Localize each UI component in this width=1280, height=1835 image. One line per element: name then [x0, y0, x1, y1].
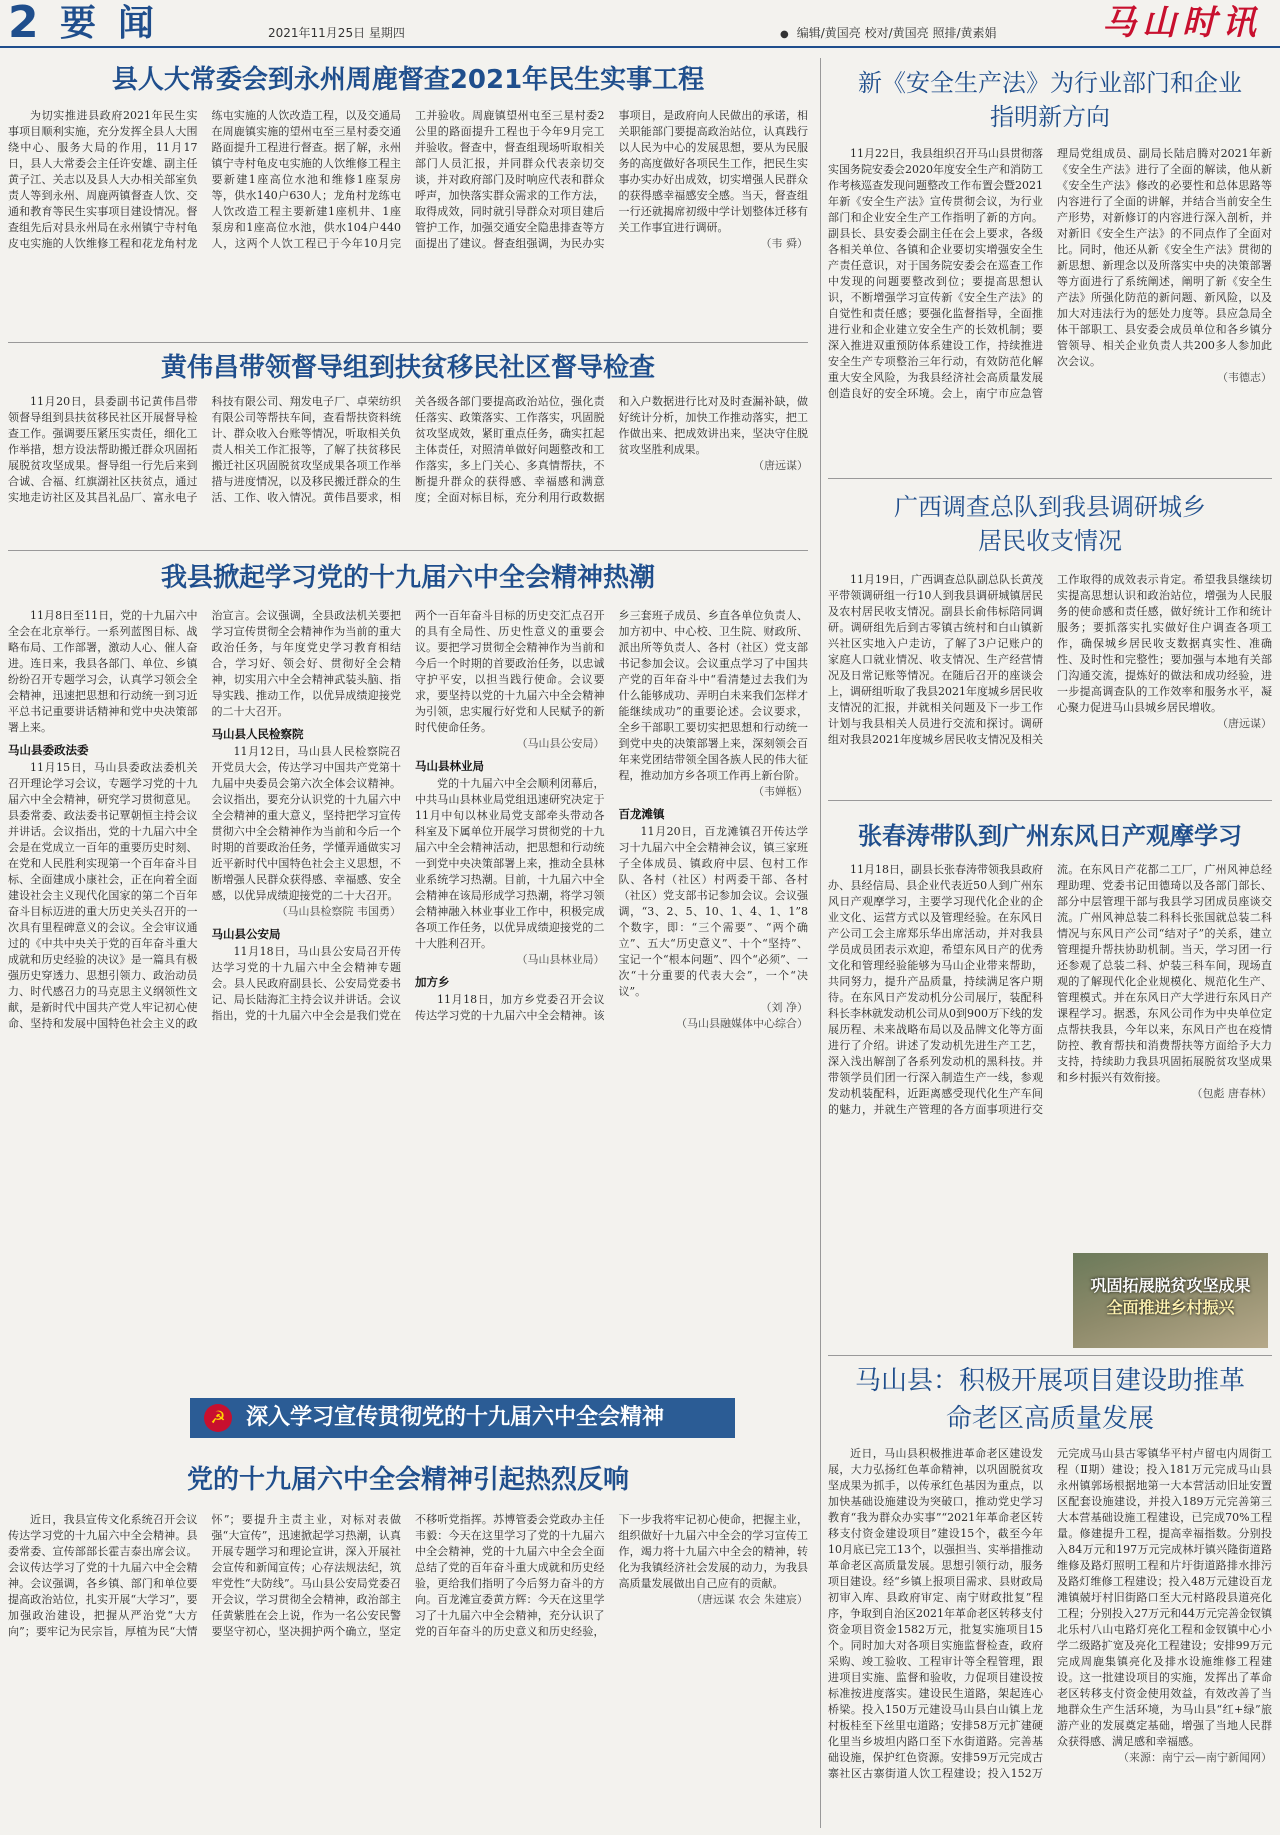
photo-caption — [1073, 1275, 1268, 1319]
section-divider — [828, 478, 1272, 479]
article-headline: 我县掀起学习党的十九届六中全会精神热潮 — [160, 563, 655, 593]
subsection-title: 马山县委政法委 — [8, 743, 89, 757]
subsection-byline: （韦婵柩） — [753, 785, 808, 798]
article-byline: （韦 舜） — [760, 237, 808, 250]
page-number: 2 — [8, 0, 39, 48]
article-byline: （马山县融媒体中心综合） — [676, 1017, 808, 1030]
subsection-byline: （马山县公安局） — [516, 737, 605, 750]
article-headline: 张春涛带队到广州东风日产观摩学习 — [858, 822, 1242, 850]
subsection-text: 11月12日，马山县人民检察院召开党员大会，传达学习中国共产党第十九届中央委员会第六次全体会议精神。会议指出，要充分认识党的十九届六中全会精神的重大意义，坚持把学习宣传贯彻六中全会精神作为当前和今后一个时期的首要政治任务，学懂弄通做实习近平新时代中国特色社会主义思想，不断增强人民群众获得感、幸福感、安全感，以优异成绩迎接党的二十大召开。 — [211, 745, 401, 902]
campaign-photo — [1073, 1253, 1268, 1348]
subsection-byline: （马山县检察院 韦国勇） — [276, 905, 401, 918]
article-text: 为切实推进县政府2021年民生实事项目顺利实施，充分发挥全县人大围绕中心、服务大局的作用，11月17日，县人大常委会主任许安雄、副主任黄子江、关志以及县人大办相关部室负责人等到永州、周鹿两镇督查人饮、交通和教育等民生实事项目建设情况。督查组先后对县永州局在永州镇宁寺村龟皮屯实施的人饮维修工程和花龙角村龙练屯实施的人饮改造工程，以及交通局在周鹿镇实施的望州屯至三星村委交通路面提升工程进行督查。据了解，永州镇宁寺村龟皮屯实施的人饮维修工程主要新建1座高位水池和维修1座泵房等，供水140户630人；龙角村龙练屯人饮改造工程主要新建1座机井、1座泵房和1座高位水池，供水104户440人，这两个人饮工程已于今年10月完工并验收。周鹿镇望州屯至三星村委2公里的路面提升工程也于今年9月完工并验收。督查中，督查组现场听取相关部门人员汇报，并同群众代表亲切交谈，并对政府部门及时响应代表和群众呼声，加快落实群众需求的工作方法，取得成效，同时就引导群众对项目建后管护工作，加强交通安全隐患排查等方面提出了建议。督查组强调，为民办实事项目，是政府向人民做出的承诺，相关职能部门要提高政治站位，认真践行以人民为中心的发展思想，要从为民服务的高度做好各项民生工作，把民生实事办实办好出成效，切实增强人民群众的获得感幸福感安全感。当天，督查组一行还就揭席初级中学计划整体迁移有关工作事宜进行调研。 — [8, 109, 808, 250]
subsection-byline: （刘 净） — [760, 1001, 808, 1014]
article-headline: 县人大常委会到永州周鹿督查2021年民生实事工程 — [111, 65, 705, 95]
section-divider — [828, 800, 1272, 801]
section-divider — [8, 342, 808, 343]
article-headline: 广西调查总队到我县调研城乡居民收支情况 — [894, 493, 1206, 555]
subsection-title: 马山县公安局 — [211, 927, 281, 941]
article-byline: （唐远谋） — [753, 459, 808, 472]
article-body — [828, 1446, 1272, 1826]
article-text: 11月22日，我县组织召开马山县贯彻落实国务院安委会2020年度安全生产和消防工作考核巡查发现问题整改工作布置会暨2021年新《安全生产法》宣传贯彻会议，为行业部门和企业安全生产工作指明了新的方向。副县长、县安委会副主任在会上要求，各级各相关单位、各镇和企业要切实增强安全生产责任意识，对于国务院安委会在巡查工作中发现的问题要整改到位；要提高思想认识，不断增强学习宣传新《安全生产法》的自觉性和责任感；要强化监督指导，全面推进行业和企业建立安全生产的长效机制；要深入推进双重预防体系建设工作，持续推进安全生产专项整治三年行动，有效防范化解重大安全风险，为我县经济社会高质量发展创造良好的安全环境。会上，南宁市应急管理局党组成员、副局长陆启腾对2021年新《安全生产法》进行了全面的解读，他从新《安全生产法》修改的必要性和总体思路等内容进行了全面的讲解，并结合当前安全生产形势，对新修订的内容进行深入剖析，并对新旧《安全生产法》的不同点作了全面对比。同时，他还从新《安全生产法》贯彻的新思想、新理念以及所落实中央的决策部署等方面进行了系统阐述，阐明了新《安全生产法》所强化防范的新问题、新风险，以及加大对违法行为的惩处力度等。县应急局全体干部职工、县安委会成员单位和各乡镇分管领导、相关企业负责人共200多人参加此次会议。 — [828, 147, 1272, 400]
article-safety-law — [828, 62, 1272, 452]
subsection-text: 11月15日，马山县委政法委机关召开理论学习会议，专题学习党的十九届六中全会精神，研究学习贯彻意见。县委常委、政法委书记覃朝恒主持会议并讲话。会议指出，党的十九届六中全会是在党成立一百年的重要历史时刻、在党和人民胜利实现第一个百年奋斗目标、全面建成小康社会，正在向着全面建设社会主义现代化国家的第二个百年奋斗目标迈进的重大历史关头召开的一次具有里程碑意义的会议。全会审议通过的《中共中央关于党的百年奋斗重大成就和历史经验的决议》是一篇具有极强历史穿透力、思想引领力、政治动员力、时代感召力的马克思主义纲领性文献，是新时代中国共产党人牢记初心使命、坚持和发展中国特色社会主义的政治宣言。会议强调，全县政法机关要把学习宣传贯彻全会精神作为当前的重大政治任务，与年度党史学习教育相结合，学习好、领会好、贯彻好全会精神，切实用六中全会精神武装头脑、指导实践、推动工作，以优异成绩迎接党的二十大召开。 — [8, 609, 401, 1030]
photo-caption-line2: 全面推进乡村振兴 — [1106, 1298, 1235, 1317]
subsection-text: 11月18日，马山县公安局召开传达学习党的十九届六中全会精神专题会。县人民政府副县长、公安局党委书记、局长陆海汇主持会议并讲话。会议指出，党的十九届六中全会是我们党在两个一百年奋斗目标的历史交汇点召开的具有全局性、历史性意义的重要会议。要把学习贯彻全会精神作为当前和今后一个时期的首要政治任务，以忠诚守护平安，以担当践行使命。会议要求，要坚持以党的十九届六中全会精神为引领，忠实履行好党和人民赋予的新时代使命任务。 — [211, 609, 605, 1022]
theme-banner — [190, 1398, 735, 1438]
article-text: 11月18日，副县长张春涛带领我县政府办、县经信局、县企业代表近50人到广州东风日产观摩学习，主要学习现代化企业的企业文化、运营方式以及管理经验。在东风日产公司工会主席郑乐华出席活动，并对我县学员成员团表示欢迎，希望东风日产的优秀文化和管理经验能够为马山企业带来帮助，共同努力，提升产品质量，持续满足客户期待。在东风日产发动机分公司展厅，装配科科长李林就发动机公司从0到900万下线的发展历程、未来战略布局以及品牌文化等方面进行了介绍。讲述了发动机先进生产工艺，深入浅出解剖了各系列发动机的黑科技。并带领学员们团一行深入制造生产一线，参观发动机装配科，近距离感受现代化生产车间的魅力，并就生产管理的各方面事项进行交流。在东风日产花都二工厂，广州风神总经理助理、党委书记田德琦以及各部门部长、部分中层管理干部与我县学习团成员座谈交流。广州风神总装二科科长张国就总装二科情况与东风日产公司“结对子”的关系，建立管理提升帮扶协助机制。当天，学习团一行还参观了总装二科、炉装三科车间，现场直观的了解现代化企业规模化、规范化生产、管理模式。并在东风日产大学进行东风日产课程学习。据悉，东风公司作为中央单位定点帮扶我县，今年以来，东风日产也在疫情防控、教育帮扶和消费帮扶等方面给予大力支持，持续助力我县巩固拓展脱贫攻坚成果和乡村振兴有效衔接。 — [828, 863, 1272, 1116]
photo-caption-line1: 巩固拓展脱贫攻坚成果 — [1090, 1276, 1251, 1295]
subsection-title: 马山县人民检察院 — [211, 727, 304, 741]
article-intro: 11月8日至11日，党的十九届六中全会在北京举行。一系列蓝图目标、战略布局、工作部署，激动人心、催人奋进。连日来，我县各部门、单位、乡镇纷纷召开专题学习会，认真学习领会全会精神，迅速把思想和行动统一到习近平总书记重要讲话精神和党中央决策部署上来。 — [8, 609, 198, 734]
article-byline: （唐远谋） — [1217, 717, 1272, 730]
column-divider — [820, 58, 821, 1828]
article-headline: 党的十九届六中全会精神引起热烈反响 — [186, 1465, 629, 1495]
section-title: 要闻 — [60, 3, 177, 44]
article-body — [828, 146, 1272, 446]
subsection-text: 党的十九届六中全会顺利闭幕后，中共马山县林业局党组迅速研究决定于11月中旬以林业局党支部牵头带动各科室及下属单位开展学习贯彻党的十九届六中全会精神活动，把思想和行动统一到党中央决策部署上来，推动全县林业系统学习热潮。目前，十九届六中全会精神在该局形成学习热潮，将学习领会精神融入林业事业工作中，积极完成各项工作任务，以优异成绩迎接党的二十大胜利召开。 — [415, 777, 605, 950]
subsection-byline: （马山县林业局） — [516, 953, 605, 966]
newspaper-logo: 马山时讯 — [1102, 3, 1262, 43]
article-headline: 马山县：积极开展项目建设助推革命老区高质量发展 — [854, 1366, 1245, 1434]
article-study-plenary — [8, 558, 808, 1393]
article-byline: （包彪 唐春林） — [1191, 1087, 1272, 1100]
article-byline: （唐远谋 农会 朱建宸） — [691, 1593, 808, 1606]
article-income-survey — [828, 490, 1272, 770]
article-byline: （韦德志） — [1217, 371, 1272, 384]
article-text: 近日，我县宣传文化系统召开会议传达学习党的十九届六中全会精神。县委常委、宣传部部长霍吉泰出席会议。会议传达学习了党的十九届六中全会精神。会议强调，各乡镇、部门和单位要提高政治站位，扎实开展“大学习”，要加强政治建设，把握从严治党“大方向”；要牢记为民宗旨，厚植为民“大情怀”；要提升主责主业，对标对表做强“大宣传”，迅速掀起学习热潮，认真开展专题学习和理论宣讲，深入开展社会宣传和新闻宣传；心存法规法纪，筑牢党性“大防线”。马山县公安局党委召开会议，学习贯彻全会精神，政治部主任黄紫胜在会上说，作为一名公安民警要坚守初心，坚决拥护两个确立，坚定不移听党指挥。苏博管委会党政办主任韦毅：今天在这里学习了党的十九届六中全会精神，党的十九届六中全会全面总结了党的百年奋斗重大成就和历史经验，更给我们指明了今后努力奋斗的方向。百龙滩宣委黄方辉：今天在这里学习了十九届六中全会精神，充分认识了党的百年奋斗的历史意义和历史经验，下一步我将牢记初心使命，把握主业，组织做好十九届六中全会的学习宣传工作，竭力将十九届六中全会的精神，转化为我镇经济社会发展的动力，为我县高质量发展做出自己应有的贡献。 — [8, 1513, 808, 1638]
section-divider — [8, 550, 808, 551]
subsection-text: 11月18日，加方乡党委召开会议传达学习党的十九届六中全会精神。该乡三套班子成员、乡直各单位负责人、加方初中、中心校、卫生院、财政所、派出所等负责人、各村（社区）党支部书记参加会议。会议重点学习了中国共产党的百年奋斗中“看清楚过去我们为什么能够成功、弄明白未来我们怎样才能继续成功”的重要论述。会议要求，全乡干部职工要切实把思想和行动统一到党中央的决策部署上来，深刻领会百年来党团结带领全国各族人民的伟大征程，推动加方乡各项工作再上新台阶。 — [415, 609, 808, 1022]
article-byline: （来源：南宁云—南宁新闻网） — [1118, 1751, 1272, 1764]
article-plenary-response — [8, 1460, 808, 1830]
article-text: 近日，马山县积极推进革命老区建设发展，大力弘扬红色革命精神，以巩固脱贫攻坚成果为抓手，以传承红色基因为重点，以加快基础设施建设为突破口，推动党史学习教育“我为群众办实事”“2021年革命老区转移支付资金建设项目”建设15个，截至今年10月底已完工13个，以强担当、实举措推动革命老区高质量发展。思想引领行动，服务项目建设。经“乡镇上报项目需求、县财政局初审入库、县政府审定、南宁财政批复”程序，争取到自治区2021年革命老区转移支付资金项目资金1582万元，批复实施项目15个。同时加大对各项目实施监督检查，政府采购、竣工验收、工程审计等全程管理，跟进项目实施、监督和验收，力促项目建设按标准按进度落实。建设民生道路，架起连心桥梁。投入150万元建设马山县白山镇上龙村板桂至下丝里屯道路；安排58万元扩建硬化里当乡坡坦内路口至下水街道路。完善基础设施，保护红色资源。安排59万元完成古寨社区古寨街道人饮工程建设；投入152万元完成马山县古零镇华平村卢留屯内周街工程（Ⅱ期）建设；投入181万元完成马山县永州镇郭场根据地第一大本营活动旧址安置区配套设施建设，并投入189万元完善第三大本营基础设施工程建设，已完成70%工程量。修建提升工程，提高幸福指数。分别投入84万元和197万元完成林圩镇兴隆街道路维修及路灯照明工程和片圩街道路排水排污及路灯维修工程建设；投入48万元建设百龙滩镇兢圩村旧街路口至大元村路段县道亮化工程；分别投入27万元和44万元完善金钗镇北乐村八山屯路灯亮化工程和金钗镇中心小学二级路扩宽及亮化工程建设；安排99万元完成周鹿集镇亮化及排水设施维修工程建设。这一批建设项目的实施，发挥出了革命老区转移支付资金使用效益，有效改善了当地群众生产生活环境，为马山县“红+绿”旅游产业的发展奠定基础，增强了当地人民群众获得感、满足感和幸福感。 — [828, 1447, 1272, 1780]
article-body — [8, 394, 808, 522]
article-text: 11月20日，县委副书记黄伟昌带领督导组到县扶贫移民社区开展督导检查工作。强调要压紧压实责任，细化工作举措，想方设法帮助搬迁群众巩固拓展脱贫攻坚成果。督导组一行先后来到合诚、合福、红旗湖社区扶贫点，通过实地走访社区及其昌礼品厂、富永电子科技有限公司、翔发电子厂、卓荣纺织有限公司等帮扶车间，查看帮扶资料统计、群众收入台账等情况，听取相关负责人相关工作汇报等，了解了扶贫移民搬迁社区巩固脱贫攻坚成果各项工作举措与进度情况，以及移民搬迁群众的生活、工作、收入情况。黄伟昌要求，相关各级各部门要提高政治站位，强化责任落实、政策落实、工作落实，巩固脱贫攻坚成效，紧盯重点任务，确实扛起主体责任，对照清单做好问题整改和工作落实，多上门关心、多真情帮扶，不断提升群众的获得感、幸福感和满意度；全面对标目标，充分利用行政数据和入户数据进行比对及时查漏补缺，做好统计分析，加快工作推动落实，把工作做出来、把成效讲出来，坚决守住脱贫攻坚胜利成果。 — [8, 395, 808, 504]
issue-date: 2021年11月25日 星期四 — [268, 26, 405, 40]
editors-credit: ● 编辑/黄国亮 校对/黄国亮 照排/黄素娟 — [780, 24, 997, 41]
article-npc-inspection — [8, 60, 808, 310]
subsection-title: 百龙滩镇 — [618, 807, 665, 821]
article-revolutionary-area — [828, 1362, 1272, 1832]
article-body — [8, 108, 808, 296]
masthead — [0, 0, 1280, 48]
subsection-title: 马山县林业局 — [415, 759, 484, 773]
party-emblem-icon: ☭ — [204, 1404, 232, 1432]
banner-text: 深入学习宣传贯彻党的十九届六中全会精神 — [246, 1405, 665, 1430]
article-body — [8, 1512, 808, 1824]
section-divider — [828, 1355, 1272, 1356]
subsection-title: 加方乡 — [415, 975, 450, 989]
article-headline: 黄伟昌带领督导组到扶贫移民社区督导检查 — [160, 353, 655, 383]
article-text: 11月19日，广西调查总队副总队长黄茂平带领调研组一行10人到我县调研城镇居民及农村居民收支情况。副县长俞伟标陪同调研。调研组先后到古零镇古统村和白山镇新兴社区实地入户走访，了解了3户记账户的家庭人口就业情况、收支情况、生产经营情况及日常记账等情况。在随后召开的座谈会上，调研组听取了我县2021年度城乡居民收支情况的汇报，并就相关问题及下一步工作计划与我县相关人员进行交流和探讨。调研组对我县2021年度城乡居民收支情况及相关工作取得的成效表示肯定。希望我县继续切实提高思想认识和政治站位，增强为人民服务的使命感和责任感，做好统计工作和统计服务；要抓落实扎实做好住户调查各项工作，确保城乡居民收支数据真实性、准确性、及时性和完整性；要加强与本地有关部门沟通交流，提炼好的做法和成功经验，进一步提高调查队的工作效率和服务水平，凝心聚力促进马山县城乡居民增收。 — [828, 573, 1272, 746]
article-body — [8, 608, 808, 1386]
subsection-text: 11月20日，百龙滩镇召开传达学习十九届六中全会精神会议，镇三家班子全体成员、镇政府中层、包村工作队、各村（社区）村两委干部、各村（社区）党支部书记参加会议。会议强调，“3、2、5、10、1、4、1、1”8个数字，即：“三个需要”、“两个确立”、五大“历史意义”、十个“坚持”、宝记一个“根本问题”、四个“必须”、一次“十分重要的代表大会”，一个“决议”。 — [618, 825, 808, 998]
article-headline: 新《安全生产法》为行业部门和企业指明新方向 — [858, 69, 1242, 131]
article-body — [828, 862, 1272, 1254]
article-poverty-supervision — [8, 348, 808, 530]
article-body — [828, 572, 1272, 768]
